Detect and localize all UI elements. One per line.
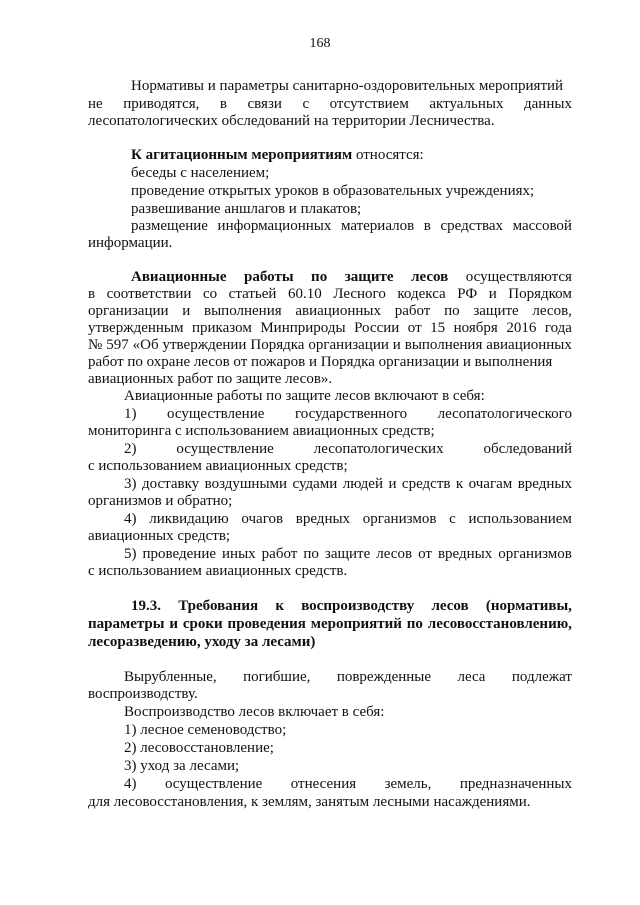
word: со bbox=[202, 286, 218, 302]
word: года bbox=[544, 320, 572, 336]
word: выполнения bbox=[404, 337, 483, 353]
word: (нормативы, bbox=[485, 598, 572, 614]
word: предназначенных bbox=[459, 776, 572, 792]
word: от bbox=[407, 320, 422, 336]
word: размещение bbox=[131, 218, 208, 234]
reproduction-line-2: воспроизводству. bbox=[88, 686, 198, 702]
word: лесов, bbox=[532, 303, 572, 319]
paragraph-1-line-2 bbox=[88, 96, 572, 112]
word: России bbox=[354, 320, 400, 336]
word: 4) bbox=[124, 776, 137, 792]
word: и bbox=[182, 303, 191, 319]
section-heading-line-3: лесоразведению, уходу за лесами) bbox=[88, 634, 316, 650]
aviation-line-3 bbox=[88, 303, 572, 319]
word: от bbox=[418, 546, 432, 562]
agitation-heading-tail: относятся: bbox=[355, 147, 424, 163]
word: в bbox=[219, 96, 227, 112]
aviation-line-6: работ по охране лесов от пожаров и Порядка организации и выполнения bbox=[88, 354, 553, 370]
reproduction-item-4-line-1 bbox=[124, 776, 572, 792]
agitation-heading: К агитационным мероприятиям bbox=[131, 147, 353, 163]
word: вредных bbox=[295, 511, 351, 527]
word: и bbox=[169, 616, 178, 632]
word: людей bbox=[342, 476, 383, 492]
word: по bbox=[444, 303, 460, 319]
agitation-item: развешивание аншлагов и плакатов; bbox=[131, 201, 362, 217]
word: и bbox=[488, 286, 497, 302]
word: утверждении bbox=[162, 337, 247, 353]
reproduction-line-1 bbox=[124, 669, 572, 685]
word: 19.3. bbox=[131, 598, 161, 614]
word: осуществление bbox=[164, 776, 263, 792]
word: лесопатологических bbox=[313, 441, 444, 457]
aviation-bold-word: по bbox=[311, 269, 328, 285]
reproduction-includes: Воспроизводство лесов включает в себя: bbox=[124, 704, 385, 720]
word: массовой bbox=[512, 218, 572, 234]
word: средств bbox=[401, 476, 451, 492]
aviation-item-1-line-1 bbox=[124, 406, 572, 422]
word: и bbox=[392, 337, 401, 353]
word: воспроизводству bbox=[301, 598, 415, 614]
reproduction-item-4-line-2: для лесовосстановления, к землям, занятым лесными насаждениями. bbox=[88, 794, 531, 810]
word: авиационных bbox=[486, 337, 572, 353]
agitation-item: проведение открытых уроков в образовательных учреждениях; bbox=[131, 183, 535, 199]
word: с bbox=[449, 511, 456, 527]
word: леса bbox=[457, 669, 486, 685]
word: Порядка bbox=[250, 337, 305, 353]
word: отсутствием bbox=[329, 96, 409, 112]
word: вредных bbox=[437, 546, 493, 562]
agitation-intro bbox=[131, 147, 615, 163]
word: 15 bbox=[430, 320, 446, 336]
reproduction-item: 3) уход за лесами; bbox=[124, 758, 240, 774]
paragraph-1-line-1: Нормативы и параметры санитарно-оздоровительных мероприятий bbox=[131, 78, 564, 94]
aviation-line-5 bbox=[88, 337, 572, 353]
word: организмов bbox=[362, 511, 437, 527]
aviation-item-5-line-1 bbox=[124, 546, 572, 562]
aviation-bold-word: работы bbox=[244, 269, 294, 285]
aviation-bold-word: лесов bbox=[411, 269, 449, 285]
word: выполнения bbox=[204, 303, 282, 319]
word: 4) bbox=[124, 511, 137, 527]
aviation-item-1-line-2: мониторинга с использованием авиационных средств; bbox=[88, 423, 435, 439]
word: доставку bbox=[141, 476, 200, 492]
aviation-item-5-line-2: с использованием авиационных средств. bbox=[88, 563, 348, 579]
word: соответствии bbox=[106, 286, 192, 302]
aviation-item-3-line-1 bbox=[124, 476, 572, 492]
word: поврежденные bbox=[336, 669, 432, 685]
word: по bbox=[406, 616, 423, 632]
agitation-item-last-line-2: информации. bbox=[88, 235, 173, 251]
word: проведения bbox=[227, 616, 306, 632]
word: Минприроды bbox=[260, 320, 346, 336]
word: 2) bbox=[124, 441, 137, 457]
word: к bbox=[455, 476, 464, 492]
aviation-item-4-line-1 bbox=[124, 511, 572, 527]
word: актуальных bbox=[429, 96, 504, 112]
word: вредных bbox=[517, 476, 572, 492]
word: работ bbox=[394, 303, 431, 319]
word: отнесения bbox=[290, 776, 357, 792]
word: земель, bbox=[384, 776, 432, 792]
word: статьей bbox=[228, 286, 277, 302]
word: авиационных bbox=[295, 303, 381, 319]
word: в bbox=[88, 286, 96, 302]
reproduction-item: 2) лесовосстановление; bbox=[124, 740, 274, 756]
word: Порядком bbox=[508, 286, 572, 302]
word: судами bbox=[292, 476, 338, 492]
word: лесопатологического bbox=[437, 406, 572, 422]
aviation-includes: Авиационные работы по защите лесов включают в себя: bbox=[124, 388, 485, 404]
reproduction-item: 1) лесное семеноводство; bbox=[124, 722, 287, 738]
word: ликвидацию bbox=[149, 511, 229, 527]
word: № bbox=[88, 337, 103, 353]
word: очагов bbox=[241, 511, 284, 527]
aviation-item-2-line-1 bbox=[124, 441, 572, 457]
word: воздушными bbox=[204, 476, 288, 492]
aviation-bold-word: Авиационные bbox=[131, 269, 227, 285]
word: Требования bbox=[178, 598, 259, 614]
word: защите bbox=[324, 546, 371, 562]
word: погибшие, bbox=[243, 669, 311, 685]
paragraph-1-line-3: лесопатологических обследований на территории Лесничества. bbox=[88, 113, 495, 129]
word: 5) bbox=[124, 546, 137, 562]
word: использованием bbox=[468, 511, 572, 527]
word: обследований bbox=[483, 441, 572, 457]
word: осуществление bbox=[167, 406, 265, 422]
word: лесов bbox=[431, 598, 469, 614]
aviation-tail-word: осуществляются bbox=[465, 269, 572, 285]
agitation-item-last-line-1 bbox=[131, 218, 572, 234]
word: приводятся, bbox=[123, 96, 200, 112]
word: 1) bbox=[124, 406, 137, 422]
word: организации bbox=[88, 303, 169, 319]
aviation-intro-line bbox=[131, 269, 572, 285]
word: средствах bbox=[440, 218, 503, 234]
word: ноября bbox=[453, 320, 498, 336]
word: связи bbox=[247, 96, 282, 112]
word: в bbox=[423, 218, 431, 234]
page-number: 168 bbox=[309, 36, 331, 51]
word: лесов bbox=[376, 546, 413, 562]
word: организмов bbox=[498, 546, 572, 562]
word: утвержденным bbox=[88, 320, 184, 336]
word: лесовосстановлению, bbox=[427, 616, 572, 632]
word: параметры bbox=[88, 616, 165, 632]
word: 60.10 bbox=[287, 286, 322, 302]
word: осуществление bbox=[176, 441, 274, 457]
word: 2016 bbox=[506, 320, 537, 336]
word: Лесного bbox=[333, 286, 386, 302]
section-heading-line-2 bbox=[88, 616, 572, 632]
word: 3) bbox=[124, 476, 137, 492]
word: очагам bbox=[468, 476, 513, 492]
aviation-line-2 bbox=[88, 286, 572, 302]
aviation-bold-word: защите bbox=[344, 269, 394, 285]
word: материалов bbox=[340, 218, 415, 234]
aviation-line-7: авиационных работ по защите лесов». bbox=[88, 371, 333, 387]
word: иных bbox=[222, 546, 256, 562]
word: Вырубленные, bbox=[124, 669, 217, 685]
word: кодекса bbox=[397, 286, 446, 302]
word: мероприятий bbox=[310, 616, 402, 632]
agitation-item: беседы с населением; bbox=[131, 165, 270, 181]
word: организации bbox=[308, 337, 389, 353]
word: к bbox=[275, 598, 284, 614]
word: данных bbox=[524, 96, 572, 112]
word: государственного bbox=[294, 406, 408, 422]
word: проведение bbox=[142, 546, 216, 562]
word: 597 bbox=[106, 337, 129, 353]
word: не bbox=[88, 96, 103, 112]
aviation-item-4-line-2: авиационных средств; bbox=[88, 528, 231, 544]
word: и bbox=[388, 476, 397, 492]
word: приказом bbox=[192, 320, 252, 336]
aviation-item-3-line-2: организмов и обратно; bbox=[88, 493, 233, 509]
word: информационных bbox=[217, 218, 332, 234]
word: по bbox=[303, 546, 319, 562]
word: защите bbox=[473, 303, 519, 319]
section-heading-line-1 bbox=[131, 598, 572, 614]
word: «Об bbox=[132, 337, 159, 353]
aviation-line-4 bbox=[88, 320, 572, 336]
word: РФ bbox=[457, 286, 478, 302]
word: подлежат bbox=[511, 669, 572, 685]
word: сроки bbox=[182, 616, 223, 632]
aviation-item-2-line-2: с использованием авиационных средств; bbox=[88, 458, 348, 474]
word: работ bbox=[261, 546, 298, 562]
word: с bbox=[302, 96, 310, 112]
